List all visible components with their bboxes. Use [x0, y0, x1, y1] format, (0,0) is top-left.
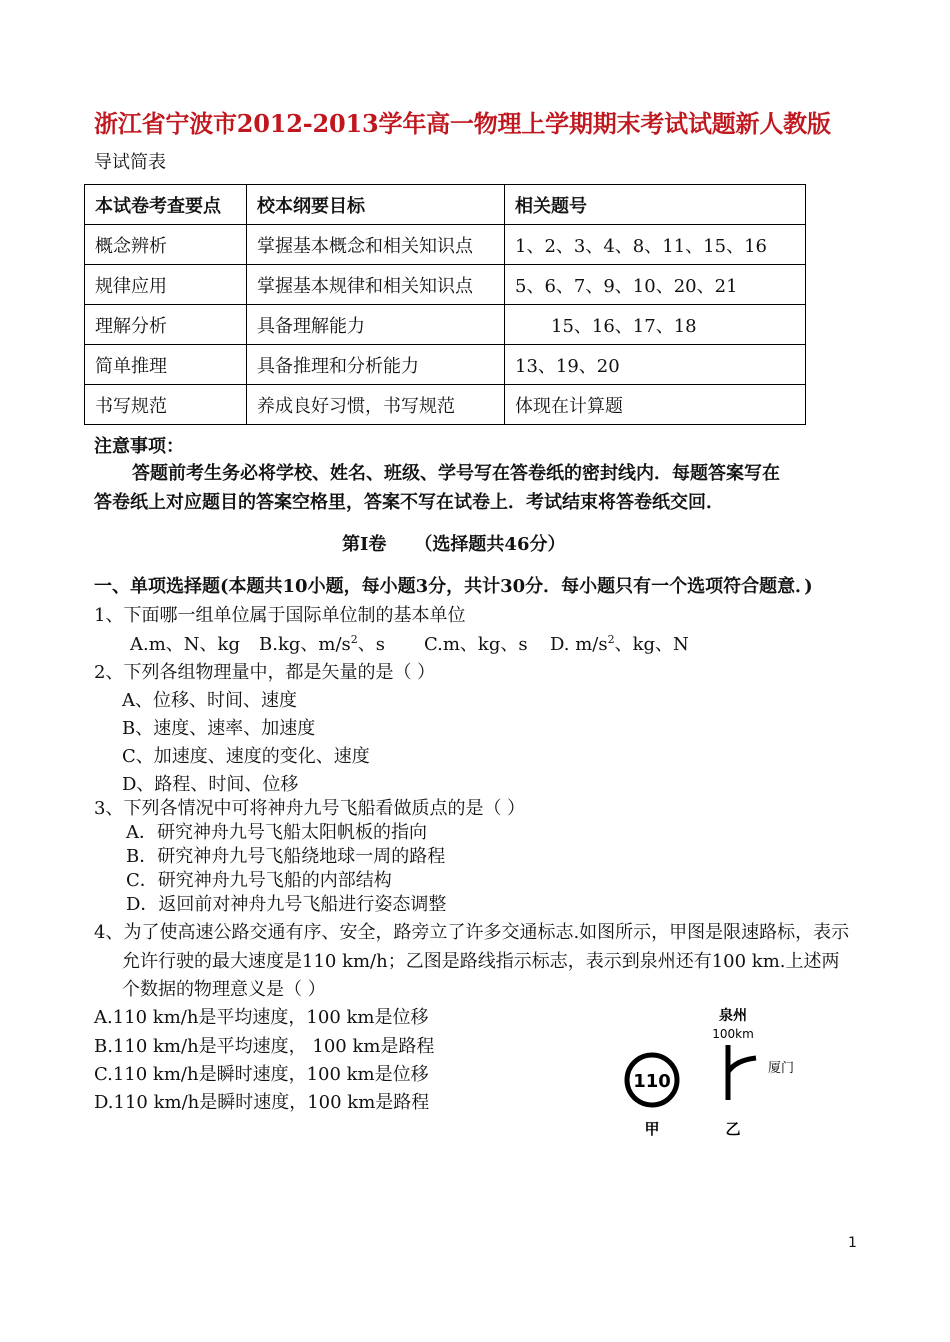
notice-title: 注意事项： — [94, 436, 184, 457]
destination-xiamen: 厦门 — [768, 1061, 795, 1076]
option-text: 、s — [357, 634, 385, 655]
table-row — [85, 265, 806, 305]
table-cell: 15、16、17、18 — [505, 305, 806, 345]
table-row — [85, 225, 806, 265]
figure-label-jia: 甲 — [644, 1120, 660, 1138]
table-cell: 13、19、20 — [505, 345, 806, 385]
speed-limit-sign — [627, 1055, 677, 1105]
question-stem: 1、下面哪一组单位属于国际单位制的基本单位 — [94, 605, 466, 626]
table-header-row — [85, 185, 806, 225]
answer-option: D.110 km/h是瞬时速度，100 km是路程 — [94, 1092, 430, 1113]
answer-option: C、加速度、速度的变化、速度 — [122, 746, 370, 767]
notice-text: 答题前考生务必将学校、姓名、班级、学号写在答卷纸的密封线内．每题答案写在 — [132, 463, 780, 484]
answer-option — [259, 630, 385, 656]
figure-label-yi: 乙 — [725, 1120, 741, 1138]
table-header-cell: 本试卷考查要点 — [85, 185, 247, 225]
speed-limit-value: 110 — [633, 1071, 671, 1092]
table-cell: 书写规范 — [85, 385, 247, 425]
table-cell: 养成良好习惯，书写规范 — [247, 385, 505, 425]
table-cell: 概念辨析 — [85, 225, 247, 265]
option-text: 、kg、N — [614, 634, 689, 655]
table-cell: 规律应用 — [85, 265, 247, 305]
table-cell: 具备推理和分析能力 — [247, 345, 505, 385]
notice-text: 答卷纸上对应题目的答案空格里，答案不写在试卷上．考试结束将答卷纸交回． — [94, 492, 724, 513]
answer-option: B、速度、速率、加速度 — [122, 718, 316, 739]
question-stem: 3、下列各情况中可将神舟九号飞船看做质点的是（ ） — [94, 798, 526, 819]
traffic-signs-figure — [600, 1000, 820, 1145]
document-title: 浙江省宁波市2012-2013学年高一物理上学期期末考试试题新人教版 — [94, 109, 831, 138]
answer-option: D．返回前对神舟九号飞船进行姿态调整 — [126, 894, 447, 915]
table-cell: 理解分析 — [85, 305, 247, 345]
option-text: D. m/s — [550, 634, 608, 655]
table-cell: 简单推理 — [85, 345, 247, 385]
question-stem: 允许行驶的最大速度是110 km/h；乙图是路线指示标志，表示到泉州还有100 km.上述两 — [122, 951, 840, 972]
answer-option: B．研究神舟九号飞船绕地球一周的路程 — [126, 846, 446, 867]
answer-option: A．研究神舟九号飞船太阳帆板的指向 — [126, 822, 427, 843]
answer-option: A.110 km/h是平均速度，100 km是位移 — [94, 1007, 429, 1028]
section-heading: 一、单项选择题(本题共10小题，每小题3分，共计30分．每小题只有一个选项符合题意．) — [94, 576, 813, 597]
answer-option — [550, 630, 689, 656]
answer-option: A.m、N、kg — [130, 634, 240, 655]
question-stem: 个数据的物理意义是（ ） — [122, 979, 326, 1000]
question-stem: 2、下列各组物理量中，都是矢量的是（ ） — [94, 662, 436, 683]
answer-option: B.110 km/h是平均速度， 100 km是路程 — [94, 1036, 435, 1057]
table-cell: 掌握基本概念和相关知识点 — [247, 225, 505, 265]
answer-option: C.110 km/h是瞬时速度，100 km是位移 — [94, 1064, 429, 1085]
superscript: 2 — [607, 633, 615, 646]
table-header-cell: 校本纲要目标 — [247, 185, 505, 225]
superscript: 2 — [350, 633, 358, 646]
answer-option: C.m、kg、s — [424, 634, 528, 655]
volume-desc: （选择题共46分） — [414, 534, 566, 555]
table-row — [85, 385, 806, 425]
table-cell: 体现在计算题 — [505, 385, 806, 425]
route-sign — [712, 1007, 794, 1100]
destination-quanzhou: 泉州 — [719, 1008, 747, 1024]
guide-table — [84, 184, 806, 425]
table-caption: 导试简表 — [94, 152, 166, 173]
option-text: B.kg、m/s — [259, 634, 351, 655]
table-header-cell: 相关题号 — [505, 185, 806, 225]
table-cell: 掌握基本规律和相关知识点 — [247, 265, 505, 305]
answer-option: C．研究神舟九号飞船的内部结构 — [126, 870, 392, 891]
route-arrow — [728, 1045, 756, 1100]
table-cell: 具备理解能力 — [247, 305, 505, 345]
question-stem: 4、为了使高速公路交通有序、安全，路旁立了许多交通标志.如图所示，甲图是限速路标，表示 — [94, 922, 850, 943]
destination-distance: 100km — [712, 1027, 754, 1041]
answer-option: A、位移、时间、速度 — [122, 690, 297, 711]
table-cell: 5、6、7、9、10、20、21 — [505, 265, 806, 305]
volume-heading — [342, 530, 565, 556]
table-row — [85, 345, 806, 385]
table-cell: 1、2、3、4、8、11、15、16 — [505, 225, 806, 265]
page-number: 1 — [848, 1235, 857, 1251]
volume-name: 第Ⅰ卷 — [342, 534, 387, 555]
answer-option: D、路程、时间、位移 — [122, 774, 299, 795]
table-row — [85, 305, 806, 345]
